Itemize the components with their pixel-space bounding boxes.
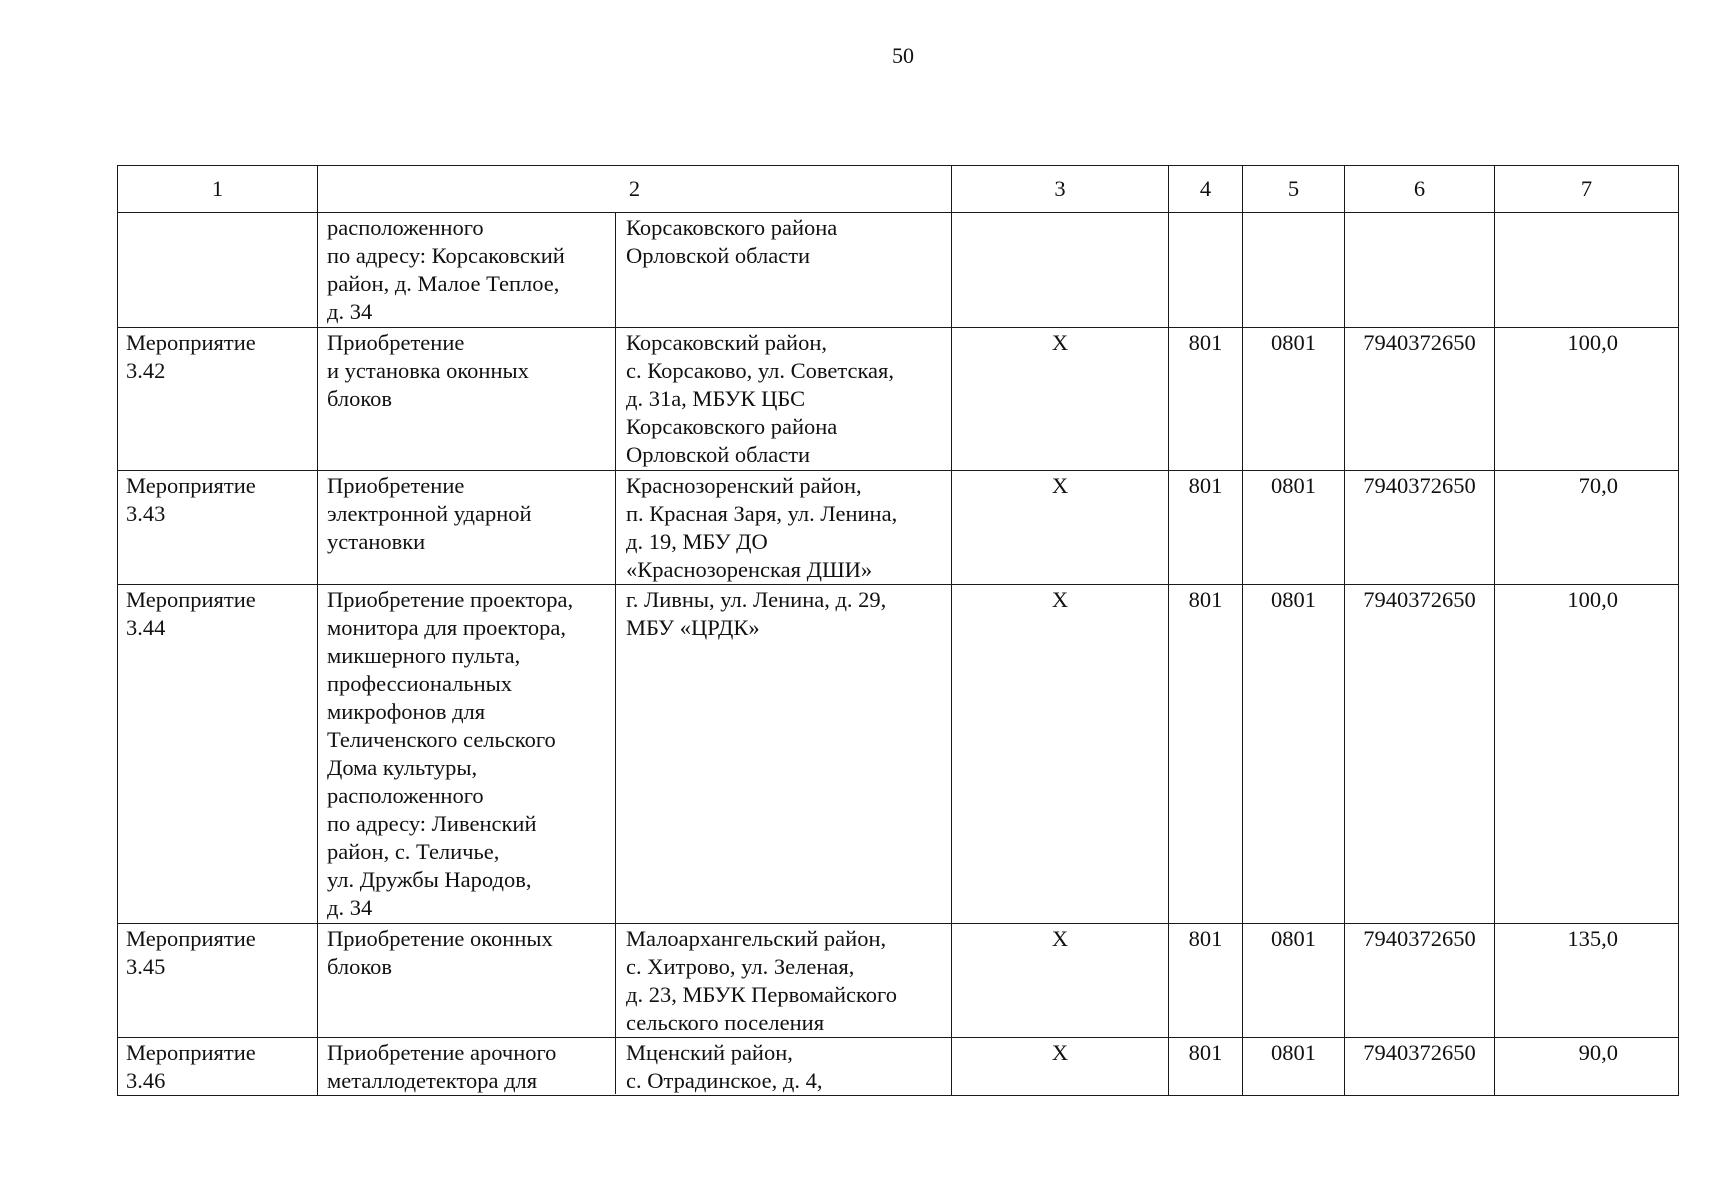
- address-line: п. Красная Заря, ул. Ленина,: [626, 501, 898, 526]
- description-cell: [318, 213, 952, 328]
- table-row: [118, 213, 1679, 328]
- code-grbs-cell: 801: [1169, 924, 1243, 1038]
- code-grbs-cell: 801: [1169, 1038, 1243, 1096]
- event-line: Мероприятие: [126, 473, 256, 498]
- name-line: блоков: [327, 386, 393, 411]
- executor-cell: Х: [952, 585, 1169, 924]
- address-line: с. Отрадинское, д. 4,: [626, 1068, 823, 1093]
- header-cell-5: 5: [1243, 166, 1345, 213]
- header-cell-4: 4: [1169, 166, 1243, 213]
- table-row: [118, 924, 1679, 1038]
- target-article-cell: 7940372650: [1345, 585, 1495, 924]
- address-line: с. Корсаково, ул. Советская,: [626, 358, 895, 383]
- header-cell-6: 6: [1345, 166, 1495, 213]
- description-cell: [318, 585, 952, 924]
- header-cell-2: 2: [318, 166, 952, 213]
- name-line: Приобретение арочного: [327, 1040, 557, 1065]
- measure-address: [616, 1038, 951, 1094]
- event-cell: [118, 328, 318, 471]
- event-cell: [118, 471, 318, 585]
- address-line: Малоархангельский район,: [626, 926, 887, 951]
- table-row: [118, 328, 1679, 471]
- name-line: Приобретение: [327, 473, 465, 498]
- executor-cell: Х: [952, 328, 1169, 471]
- header-cell-7: 7: [1495, 166, 1679, 213]
- event-line: 3.43: [126, 501, 166, 526]
- name-line: металлодетектора для: [327, 1068, 538, 1093]
- name-line: Приобретение: [327, 330, 465, 355]
- name-line: установки: [327, 529, 426, 554]
- description-cell: [318, 471, 952, 585]
- table-row: [118, 585, 1679, 924]
- target-article-cell: [1345, 213, 1495, 328]
- event-line: Мероприятие: [126, 587, 256, 612]
- executor-cell: Х: [952, 924, 1169, 1038]
- target-article-cell: 7940372650: [1345, 1038, 1495, 1096]
- code-grbs-cell: [1169, 213, 1243, 328]
- header-row: [118, 166, 1679, 213]
- event-line: 3.44: [126, 615, 166, 640]
- name-line: электронной ударной: [327, 501, 532, 526]
- event-line: Мероприятие: [126, 926, 256, 951]
- target-article-cell: 7940372650: [1345, 471, 1495, 585]
- event-line: 3.42: [126, 358, 166, 383]
- address-line: Краснозоренский район,: [626, 473, 862, 498]
- measure-address: [616, 328, 951, 470]
- amount-cell: 100,0: [1495, 328, 1679, 471]
- amount-cell: 135,0: [1495, 924, 1679, 1038]
- event-line: Мероприятие: [126, 1040, 256, 1065]
- name-line: д. 34: [327, 895, 373, 920]
- name-line: Приобретение оконных: [327, 926, 553, 951]
- address-line: Орловской области: [626, 243, 811, 268]
- section-code-cell: 0801: [1243, 1038, 1345, 1096]
- name-line: по адресу: Корсаковский: [327, 243, 565, 268]
- section-code-cell: 0801: [1243, 585, 1345, 924]
- address-line: д. 23, МБУК Первомайского: [626, 982, 897, 1007]
- event-line: Мероприятие: [126, 330, 256, 355]
- section-code-cell: [1243, 213, 1345, 328]
- amount-cell: [1495, 213, 1679, 328]
- address-line: Мценский район,: [626, 1040, 793, 1065]
- measure-name: [318, 213, 616, 327]
- address-line: Корсаковского района: [626, 215, 838, 240]
- page-number: 50: [892, 43, 914, 68]
- event-line: 3.45: [126, 954, 166, 979]
- name-line: расположенного: [327, 215, 484, 240]
- address-line: Корсаковский район,: [626, 330, 827, 355]
- description-cell: [318, 328, 952, 471]
- address-line: Орловской области: [626, 442, 811, 467]
- name-line: д. 34: [327, 299, 373, 324]
- table-row: [118, 471, 1679, 585]
- event-cell: [118, 924, 318, 1038]
- amount-cell: 100,0: [1495, 585, 1679, 924]
- event-line: 3.46: [126, 1068, 166, 1093]
- header-cell-1: 1: [118, 166, 318, 213]
- address-line: с. Хитрово, ул. Зеленая,: [626, 954, 855, 979]
- name-line: ул. Дружбы Народов,: [327, 867, 532, 892]
- description-cell: [318, 1038, 952, 1096]
- address-line: сельского поселения: [626, 1010, 825, 1035]
- measure-address: [616, 585, 951, 923]
- section-code-cell: 0801: [1243, 924, 1345, 1038]
- table-row: [118, 1038, 1679, 1096]
- measure-name: [318, 585, 616, 923]
- name-line: и установка оконных: [327, 358, 529, 383]
- name-line: монитора для проектора,: [327, 615, 566, 640]
- measure-address: [616, 213, 951, 327]
- event-cell: [118, 213, 318, 328]
- address-line: Корсаковского района: [626, 414, 838, 439]
- target-article-cell: 7940372650: [1345, 328, 1495, 471]
- executor-cell: Х: [952, 1038, 1169, 1096]
- amount-cell: 90,0: [1495, 1038, 1679, 1096]
- address-line: д. 19, МБУ ДО: [626, 529, 768, 554]
- address-line: МБУ «ЦРДК»: [626, 615, 760, 640]
- measure-address: [616, 924, 951, 1037]
- measure-address: [616, 471, 951, 584]
- executor-cell: [952, 213, 1169, 328]
- measure-name: [318, 1038, 616, 1094]
- address-line: д. 31а, МБУК ЦБС: [626, 386, 806, 411]
- code-grbs-cell: 801: [1169, 328, 1243, 471]
- executor-cell: Х: [952, 471, 1169, 585]
- address-line: г. Ливны, ул. Ленина, д. 29,: [626, 587, 887, 612]
- amount-cell: 70,0: [1495, 471, 1679, 585]
- measure-name: [318, 328, 616, 470]
- name-line: район, д. Малое Теплое,: [327, 271, 560, 296]
- name-line: микрофонов для: [327, 699, 486, 724]
- name-line: расположенного: [327, 783, 484, 808]
- name-line: профессиональных: [327, 671, 513, 696]
- measure-name: [318, 471, 616, 584]
- header-cell-3: 3: [952, 166, 1169, 213]
- name-line: Теличенского сельского: [327, 727, 556, 752]
- section-code-cell: 0801: [1243, 471, 1345, 585]
- name-line: Дома культуры,: [327, 755, 478, 780]
- measure-name: [318, 924, 616, 1037]
- description-cell: [318, 924, 952, 1038]
- name-line: микшерного пульта,: [327, 643, 521, 668]
- target-article-cell: 7940372650: [1345, 924, 1495, 1038]
- name-line: район, с. Теличье,: [327, 839, 500, 864]
- event-cell: [118, 1038, 318, 1096]
- event-cell: [118, 585, 318, 924]
- code-grbs-cell: 801: [1169, 471, 1243, 585]
- program-table: [117, 165, 1679, 1096]
- code-grbs-cell: 801: [1169, 585, 1243, 924]
- address-line: «Краснозоренская ДШИ»: [626, 557, 873, 582]
- name-line: по адресу: Ливенский: [327, 811, 537, 836]
- name-line: блоков: [327, 954, 393, 979]
- name-line: Приобретение проектора,: [327, 587, 574, 612]
- section-code-cell: 0801: [1243, 328, 1345, 471]
